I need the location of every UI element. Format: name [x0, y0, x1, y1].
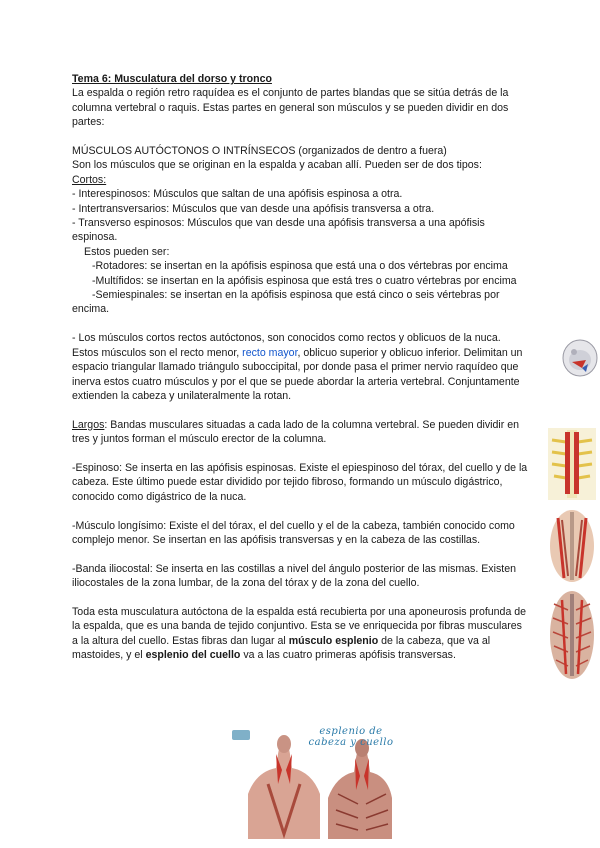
figure-caption-line1: esplenio de — [319, 726, 383, 737]
espinoso-paragraph: -Espinoso: Se inserta en las apófisis espinosas. Existe el epiespinoso del tórax, del cuello y de la cabeza. Este último puede estar dividido por tejido fibroso, formando un músculo digástrico, conocido como digástrico de la nuca. — [72, 461, 528, 503]
final-paragraph: Toda esta musculatura autóctona de la espalda está recubierta por una aponeurosis profunda de la espalda, que es una banda de tejido conjuntivo. Esta se ve enriquecida por fibras musculares a la altura del cuello. Estas fibras dan lugar al músculo esplenio de la cabeza, que va al mastoides, y el esplenio del cuello va a las cuatro primeras apófisis transversas. — [72, 605, 527, 662]
back-iliocostal-figure — [548, 590, 596, 680]
autoctonos-desc: Son los músculos que se originan en la espalda y acaban allí. Pueden ser de dos tipos: — [72, 159, 482, 172]
document-body — [72, 72, 530, 663]
longisimo-paragraph: -Músculo longísimo: Existe el del tórax, el del cuello y el de la cabeza, también conocido como complejo menor. Se insertan en las apófisis transversas y en la cabeza de las costillas. — [72, 519, 515, 546]
largos-paragraph: Largos: Bandas musculares situadas a cada lado de la columna vertebral. Se pueden dividir en tres y juntos forman el músculo erector de la columna. — [72, 418, 519, 446]
cortos-item: - Transverso espinosos: Músculos que van desde una apófisis transversa a una apófisis espinosa. — [72, 217, 485, 244]
iliocostal-paragraph: -Banda iliocostal: Se inserta en las costillas a nivel del ángulo posterior de las mismas. Existen iliocostales de la zona lumbar, de la zona del tórax y de la zona del cuello. — [72, 562, 516, 590]
spine-muscles-figure — [548, 428, 596, 500]
sub-item: -Multífidos: se insertan en la apófisis espinosa que está tres o cuatro vértebras por encima — [92, 274, 517, 287]
cortos-item: - Interespinosos: Músculos que saltan de una apófisis espinosa a otra. — [72, 188, 403, 201]
page-title: Tema 6: Musculatura del dorso y tronco — [72, 73, 272, 85]
rectos-paragraph: - Los músculos cortos rectos autóctonos, son conocidos como rectos y oblicuos de la nuca. Estos músculos son el recto menor, recto mayor, oblicuo superior y oblicuo inferior. Delimitan un espacio triangular llamado triángulo suboccipital, por donde pasa el primer nervio raquídeo que inerva estos cuatro músculos y por el que se puede abordar la arteria vertebral. Conjuntamente extienden la cabeza y unilateralmente la rotan. — [72, 332, 523, 402]
esplenio-cuello-bold: esplenio del cuello — [145, 649, 241, 662]
esplenio-figure — [228, 724, 393, 839]
cortos-item: - Intertransversarios: Músculos que van desde una apófisis transversa a otra. — [72, 202, 435, 215]
recto-mayor-link[interactable]: recto mayor — [242, 346, 298, 359]
estos-pueden: Estos pueden ser: — [84, 245, 170, 258]
musculo-esplenio-bold: músculo esplenio — [288, 634, 379, 647]
largos-label: Largos — [72, 418, 105, 431]
back-erector-figure — [548, 508, 596, 584]
autoctonos-heading: MÚSCULOS AUTÓCTONOS O INTRÍNSECOS (organizados de dentro a fuera) — [72, 145, 447, 158]
sub-item: -Rotadores: se insertan en la apófisis espinosa que está una o dos vértebras por encima — [92, 260, 508, 273]
sub-item: -Semiespinales: se insertan en la apófisis espinosa que está cinco o seis vértebras por encima. — [72, 289, 500, 316]
figure-caption-line2: cabeza y cuello — [308, 737, 394, 748]
intro-paragraph: La espalda o región retro raquídea es el conjunto de partes blandas que se sitúa detrás de la columna vertebral o raquis. Estas partes en general son músculos y se pueden dividir en dos partes: — [72, 87, 509, 129]
suboccipital-skull-figure — [560, 338, 598, 380]
cortos-label: Cortos: — [72, 173, 107, 186]
